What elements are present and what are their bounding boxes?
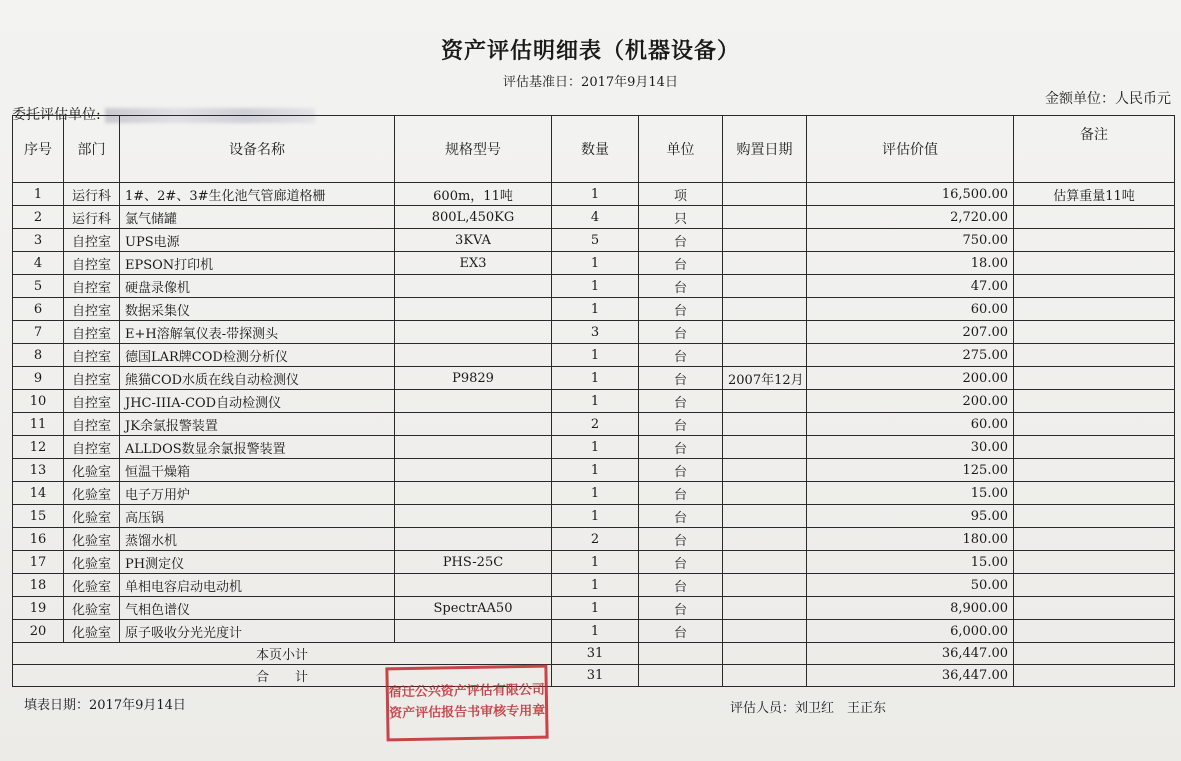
cell-spec — [395, 275, 552, 298]
cell-qty: 5 — [552, 229, 639, 252]
cell-name: PH测定仪 — [120, 551, 395, 574]
cell-dept: 自控室 — [64, 344, 120, 367]
cell-dept: 化验室 — [64, 597, 120, 620]
cell-date — [723, 505, 807, 528]
cell-seq: 6 — [13, 298, 64, 321]
cell-qty: 1 — [552, 620, 639, 643]
table-row — [13, 413, 1175, 436]
cell-name: 德国LAR牌COD检测分析仪 — [120, 344, 395, 367]
cell-note: 估算重量11吨 — [1014, 183, 1175, 206]
cell-note — [1014, 459, 1175, 482]
cell-name: 电子万用炉 — [120, 482, 395, 505]
cell-unit: 台 — [639, 413, 723, 436]
cell-name: 数据采集仪 — [120, 298, 395, 321]
asset-table — [12, 115, 1175, 687]
cell-value: 6,000.00 — [807, 620, 1014, 643]
cell-dept: 自控室 — [64, 229, 120, 252]
cell-note — [1014, 229, 1175, 252]
cell-spec: PHS-25C — [395, 551, 552, 574]
cell-date — [723, 206, 807, 229]
cell-qty: 1 — [552, 436, 639, 459]
cell-seq: 8 — [13, 344, 64, 367]
cell-value: 125.00 — [807, 459, 1014, 482]
total-value: 36,447.00 — [807, 665, 1014, 687]
cell-qty: 1 — [552, 574, 639, 597]
cell-qty: 2 — [552, 413, 639, 436]
cell-dept: 化验室 — [64, 551, 120, 574]
cell-name: UPS电源 — [120, 229, 395, 252]
cell-name: 单相电容启动电动机 — [120, 574, 395, 597]
table-row — [13, 528, 1175, 551]
cell-dept: 化验室 — [64, 528, 120, 551]
fill-date: 填表日期：2017年9月14日 — [24, 698, 186, 713]
cell-note — [1014, 574, 1175, 597]
cell-value: 60.00 — [807, 298, 1014, 321]
cell-date — [723, 459, 807, 482]
table-row — [13, 183, 1175, 206]
cell-date — [723, 321, 807, 344]
cell-note — [1014, 321, 1175, 344]
cell-spec — [395, 298, 552, 321]
cell-date — [723, 252, 807, 275]
cell-value: 200.00 — [807, 390, 1014, 413]
cell-qty: 1 — [552, 482, 639, 505]
table-row — [13, 229, 1175, 252]
cell-dept: 自控室 — [64, 390, 120, 413]
cell-dept: 自控室 — [64, 252, 120, 275]
cell-seq: 2 — [13, 206, 64, 229]
page-title: 资产评估明细表（机器设备） — [440, 38, 740, 64]
header-date: 购置日期 — [723, 116, 807, 183]
cell-unit: 台 — [639, 229, 723, 252]
cell-note — [1014, 206, 1175, 229]
cell-dept: 自控室 — [64, 367, 120, 390]
cell-spec — [395, 482, 552, 505]
table-row — [13, 298, 1175, 321]
cell-unit: 只 — [639, 206, 723, 229]
table-row — [13, 252, 1175, 275]
cell-date — [723, 344, 807, 367]
cell-date — [723, 413, 807, 436]
cell-note — [1014, 252, 1175, 275]
cell-unit: 台 — [639, 252, 723, 275]
table-row — [13, 597, 1175, 620]
table-row — [13, 390, 1175, 413]
total-note-cell — [1014, 665, 1175, 687]
cell-value: 16,500.00 — [807, 183, 1014, 206]
cell-date — [723, 482, 807, 505]
cell-qty: 1 — [552, 367, 639, 390]
cell-date — [723, 528, 807, 551]
cell-unit: 台 — [639, 505, 723, 528]
client-label: 委托评估单位: — [12, 107, 101, 123]
cell-value: 18.00 — [807, 252, 1014, 275]
cell-unit: 台 — [639, 528, 723, 551]
cell-date — [723, 298, 807, 321]
cell-date — [723, 390, 807, 413]
cell-spec — [395, 574, 552, 597]
cell-value: 207.00 — [807, 321, 1014, 344]
cell-seq: 17 — [13, 551, 64, 574]
cell-date — [723, 183, 807, 206]
cell-name: JK余氯报警装置 — [120, 413, 395, 436]
cell-seq: 16 — [13, 528, 64, 551]
cell-note — [1014, 528, 1175, 551]
cell-note — [1014, 620, 1175, 643]
cell-note — [1014, 344, 1175, 367]
cell-note — [1014, 367, 1175, 390]
cell-qty: 4 — [552, 206, 639, 229]
cell-name: EPSON打印机 — [120, 252, 395, 275]
cell-qty: 1 — [552, 551, 639, 574]
cell-qty: 1 — [552, 505, 639, 528]
header-value: 评估价值 — [807, 116, 1014, 183]
cell-value: 200.00 — [807, 367, 1014, 390]
header-unit: 单位 — [639, 116, 723, 183]
cell-seq: 5 — [13, 275, 64, 298]
cell-unit: 台 — [639, 344, 723, 367]
cell-value: 47.00 — [807, 275, 1014, 298]
cell-name: 原子吸收分光光度计 — [120, 620, 395, 643]
cell-name: 熊猫COD水质在线自动检测仪 — [120, 367, 395, 390]
cell-seq: 15 — [13, 505, 64, 528]
evaluators: 评估人员：刘卫红 王正东 — [730, 701, 887, 716]
cell-note — [1014, 390, 1175, 413]
subtotal-note-cell — [1014, 643, 1175, 665]
stamp-line-2: 资产评估报告书审核专用章 — [389, 703, 546, 722]
cell-seq: 20 — [13, 620, 64, 643]
cell-date: 2007年12月 — [723, 367, 807, 390]
subtotal-row — [13, 643, 1175, 665]
subtotal-qty: 31 — [552, 643, 639, 665]
cell-date — [723, 551, 807, 574]
cell-name: ALLDOS数显余氯报警装置 — [120, 436, 395, 459]
header-dept: 部门 — [64, 116, 120, 183]
currency-unit: 金额单位：人民币元 — [1045, 91, 1171, 107]
cell-unit: 台 — [639, 436, 723, 459]
cell-seq: 9 — [13, 367, 64, 390]
cell-qty: 1 — [552, 252, 639, 275]
cell-name: 蒸馏水机 — [120, 528, 395, 551]
cell-date — [723, 229, 807, 252]
cell-qty: 1 — [552, 459, 639, 482]
table-row — [13, 436, 1175, 459]
cell-seq: 10 — [13, 390, 64, 413]
table-header-row — [13, 116, 1175, 183]
cell-spec — [395, 321, 552, 344]
cell-qty: 1 — [552, 183, 639, 206]
cell-unit: 台 — [639, 298, 723, 321]
cell-spec — [395, 344, 552, 367]
cell-dept: 自控室 — [64, 275, 120, 298]
table-row — [13, 551, 1175, 574]
cell-value: 275.00 — [807, 344, 1014, 367]
cell-dept: 运行科 — [64, 183, 120, 206]
subtotal-date-cell — [723, 643, 807, 665]
cell-spec — [395, 505, 552, 528]
cell-value: 15.00 — [807, 551, 1014, 574]
cell-unit: 台 — [639, 482, 723, 505]
cell-dept: 化验室 — [64, 574, 120, 597]
subtotal-label: 本页小计 — [13, 643, 552, 665]
cell-name: 气相色谱仪 — [120, 597, 395, 620]
cell-name: 高压锅 — [120, 505, 395, 528]
cell-note — [1014, 413, 1175, 436]
company-seal-stamp — [385, 665, 548, 742]
total-label: 合 计 — [13, 665, 552, 687]
table-row — [13, 459, 1175, 482]
cell-seq: 3 — [13, 229, 64, 252]
cell-spec: EX3 — [395, 252, 552, 275]
cell-qty: 3 — [552, 321, 639, 344]
cell-spec — [395, 459, 552, 482]
cell-dept: 化验室 — [64, 505, 120, 528]
cell-spec — [395, 528, 552, 551]
cell-date — [723, 436, 807, 459]
cell-unit: 台 — [639, 459, 723, 482]
cell-dept: 化验室 — [64, 620, 120, 643]
header-spec: 规格型号 — [395, 116, 552, 183]
cell-dept: 自控室 — [64, 436, 120, 459]
cell-spec: 800L,450KG — [395, 206, 552, 229]
cell-unit: 台 — [639, 390, 723, 413]
cell-seq: 1 — [13, 183, 64, 206]
total-date-cell — [723, 665, 807, 687]
subtotal-unit-cell — [639, 643, 723, 665]
cell-seq: 4 — [13, 252, 64, 275]
cell-qty: 2 — [552, 528, 639, 551]
valuation-date: 评估基准日：2017年9月14日 — [503, 75, 678, 90]
cell-value: 750.00 — [807, 229, 1014, 252]
cell-note — [1014, 482, 1175, 505]
header-name: 设备名称 — [120, 116, 395, 183]
cell-unit: 项 — [639, 183, 723, 206]
cell-note — [1014, 551, 1175, 574]
cell-dept: 自控室 — [64, 321, 120, 344]
cell-note — [1014, 597, 1175, 620]
cell-date — [723, 620, 807, 643]
cell-unit: 台 — [639, 597, 723, 620]
cell-value: 30.00 — [807, 436, 1014, 459]
cell-unit: 台 — [639, 321, 723, 344]
table-row — [13, 206, 1175, 229]
cell-name: 硬盘录像机 — [120, 275, 395, 298]
cell-seq: 7 — [13, 321, 64, 344]
cell-qty: 1 — [552, 390, 639, 413]
table-row — [13, 620, 1175, 643]
cell-qty: 1 — [552, 298, 639, 321]
cell-seq: 19 — [13, 597, 64, 620]
table-row — [13, 482, 1175, 505]
cell-spec: 600m，11吨 — [395, 183, 552, 206]
cell-note — [1014, 275, 1175, 298]
cell-qty: 1 — [552, 597, 639, 620]
total-row — [13, 665, 1175, 687]
table-row — [13, 505, 1175, 528]
cell-name: JHC-IIIA-COD自动检测仪 — [120, 390, 395, 413]
table-row — [13, 321, 1175, 344]
cell-value: 15.00 — [807, 482, 1014, 505]
cell-spec — [395, 413, 552, 436]
cell-date — [723, 597, 807, 620]
cell-value: 8,900.00 — [807, 597, 1014, 620]
cell-spec: P9829 — [395, 367, 552, 390]
header-qty: 数量 — [552, 116, 639, 183]
cell-qty: 1 — [552, 344, 639, 367]
cell-date — [723, 574, 807, 597]
cell-unit: 台 — [639, 367, 723, 390]
cell-seq: 12 — [13, 436, 64, 459]
table-row — [13, 275, 1175, 298]
cell-note — [1014, 505, 1175, 528]
cell-dept: 自控室 — [64, 413, 120, 436]
cell-note — [1014, 298, 1175, 321]
cell-unit: 台 — [639, 551, 723, 574]
stamp-line-1: 宿迁公兴资产评估有限公司 — [388, 682, 545, 701]
table-row — [13, 574, 1175, 597]
table-row — [13, 344, 1175, 367]
cell-spec — [395, 436, 552, 459]
cell-dept: 化验室 — [64, 482, 120, 505]
cell-value: 2,720.00 — [807, 206, 1014, 229]
cell-seq: 13 — [13, 459, 64, 482]
cell-name: 恒温干燥箱 — [120, 459, 395, 482]
cell-value: 180.00 — [807, 528, 1014, 551]
cell-date — [723, 275, 807, 298]
header-note: 备注 — [1014, 116, 1175, 183]
cell-value: 60.00 — [807, 413, 1014, 436]
cell-value: 95.00 — [807, 505, 1014, 528]
cell-unit: 台 — [639, 620, 723, 643]
cell-note — [1014, 436, 1175, 459]
header-seq: 序号 — [13, 116, 64, 183]
cell-name: 氯气储罐 — [120, 206, 395, 229]
total-qty: 31 — [552, 665, 639, 687]
cell-spec — [395, 390, 552, 413]
cell-spec — [395, 620, 552, 643]
cell-dept: 化验室 — [64, 459, 120, 482]
cell-seq: 18 — [13, 574, 64, 597]
table-row — [13, 367, 1175, 390]
cell-unit: 台 — [639, 275, 723, 298]
cell-dept: 运行科 — [64, 206, 120, 229]
cell-seq: 11 — [13, 413, 64, 436]
cell-value: 50.00 — [807, 574, 1014, 597]
cell-spec: SpectrAA50 — [395, 597, 552, 620]
cell-unit: 台 — [639, 574, 723, 597]
cell-dept: 自控室 — [64, 298, 120, 321]
cell-name: 1#、2#、3#生化池气管廊道格栅 — [120, 183, 395, 206]
cell-qty: 1 — [552, 275, 639, 298]
subtotal-value: 36,447.00 — [807, 643, 1014, 665]
cell-name: E+H溶解氧仪表-带探测头 — [120, 321, 395, 344]
cell-seq: 14 — [13, 482, 64, 505]
cell-spec: 3KVA — [395, 229, 552, 252]
total-unit-cell — [639, 665, 723, 687]
